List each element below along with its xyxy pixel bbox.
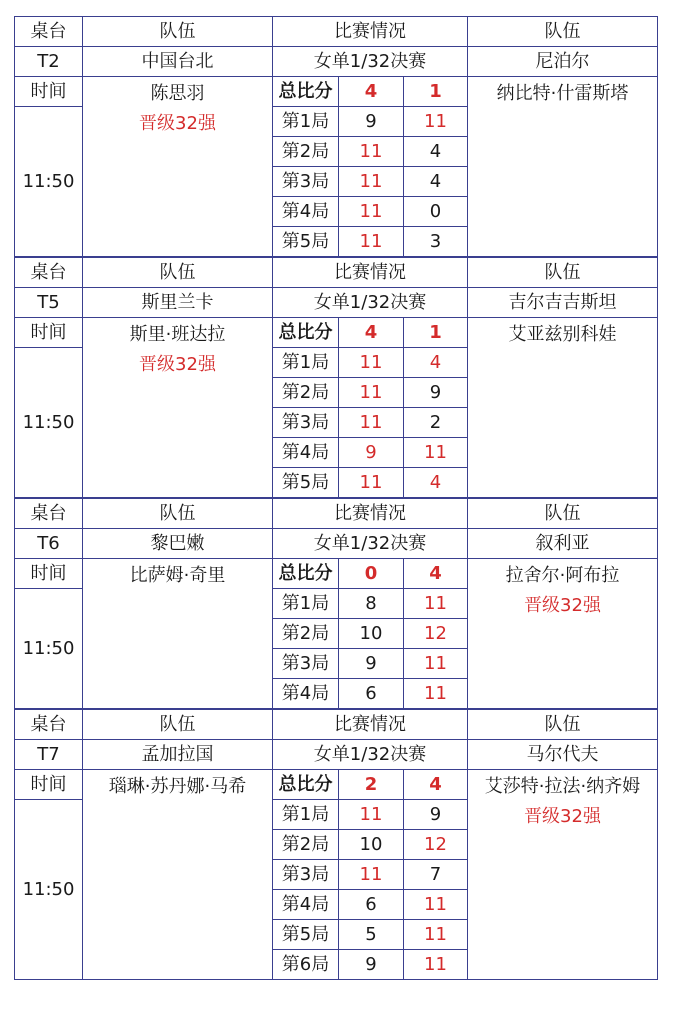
game-score-right: 9 — [404, 800, 468, 830]
game-label: 第5局 — [273, 227, 339, 257]
total-left: 4 — [339, 318, 404, 348]
game-label: 第1局 — [273, 348, 339, 378]
header-team-right: 队伍 — [468, 17, 658, 47]
total-label: 总比分 — [273, 770, 339, 800]
total-row — [15, 77, 658, 107]
total-right: 4 — [404, 770, 468, 800]
header-team-left: 队伍 — [83, 258, 273, 288]
results-sheet — [14, 16, 657, 980]
game-label: 第4局 — [273, 679, 339, 709]
game-score-right: 4 — [404, 468, 468, 498]
game-label: 第1局 — [273, 800, 339, 830]
total-left: 0 — [339, 559, 404, 589]
total-label: 总比分 — [273, 77, 339, 107]
match-time: 11:50 — [15, 589, 83, 709]
game-score-right: 9 — [404, 378, 468, 408]
game-score-left: 6 — [339, 890, 404, 920]
match-time: 11:50 — [15, 800, 83, 980]
player-right-name: 艾莎特·拉法·纳齐姆 — [484, 776, 641, 797]
header-row — [15, 17, 658, 47]
game-score-left: 11 — [339, 348, 404, 378]
game-score-right: 4 — [404, 137, 468, 167]
player-left-cell — [83, 770, 273, 980]
player-right-cell — [468, 77, 658, 257]
team-row — [15, 47, 658, 77]
game-score-left: 9 — [339, 438, 404, 468]
total-label: 总比分 — [273, 559, 339, 589]
header-table: 桌台 — [15, 258, 83, 288]
team-row — [15, 288, 658, 318]
game-score-right: 11 — [404, 920, 468, 950]
total-right: 4 — [404, 559, 468, 589]
event-name: 女单1/32决赛 — [273, 47, 468, 77]
header-table: 桌台 — [15, 17, 83, 47]
total-row — [15, 318, 658, 348]
game-score-left: 11 — [339, 468, 404, 498]
team-row — [15, 529, 658, 559]
total-left: 4 — [339, 77, 404, 107]
game-score-right: 11 — [404, 679, 468, 709]
game-score-left: 9 — [339, 649, 404, 679]
team-left: 斯里兰卡 — [83, 288, 273, 318]
team-right: 吉尔吉吉斯坦 — [468, 288, 658, 318]
table-number: T6 — [15, 529, 83, 559]
player-left-cell — [83, 318, 273, 498]
game-score-right: 2 — [404, 408, 468, 438]
game-label: 第4局 — [273, 890, 339, 920]
header-match: 比赛情况 — [273, 17, 468, 47]
game-score-left: 11 — [339, 800, 404, 830]
player-right-name: 纳比特·什雷斯塔 — [496, 83, 629, 104]
time-label: 时间 — [15, 770, 83, 800]
header-match: 比赛情况 — [273, 258, 468, 288]
total-row — [15, 770, 658, 800]
table-number: T2 — [15, 47, 83, 77]
team-right: 马尔代夫 — [468, 740, 658, 770]
game-score-left: 11 — [339, 227, 404, 257]
advance-badge: 晋级32强 — [139, 113, 216, 134]
team-row — [15, 740, 658, 770]
game-score-left: 10 — [339, 619, 404, 649]
match-table — [14, 16, 658, 257]
event-name: 女单1/32决赛 — [273, 288, 468, 318]
player-right-cell — [468, 318, 658, 498]
game-score-right: 12 — [404, 830, 468, 860]
header-team-left: 队伍 — [83, 499, 273, 529]
game-score-left: 11 — [339, 408, 404, 438]
header-team-right: 队伍 — [468, 499, 658, 529]
game-score-right: 11 — [404, 589, 468, 619]
game-score-right: 7 — [404, 860, 468, 890]
game-label: 第4局 — [273, 438, 339, 468]
game-score-left: 11 — [339, 378, 404, 408]
game-label: 第1局 — [273, 589, 339, 619]
player-left-name: 陈思羽 — [150, 83, 205, 104]
game-score-left: 9 — [339, 107, 404, 137]
header-team-left: 队伍 — [83, 17, 273, 47]
game-label: 第5局 — [273, 920, 339, 950]
advance-badge: 晋级32强 — [139, 354, 216, 375]
event-name: 女单1/32决赛 — [273, 740, 468, 770]
game-score-right: 12 — [404, 619, 468, 649]
header-team-right: 队伍 — [468, 710, 658, 740]
game-score-right: 3 — [404, 227, 468, 257]
match-table — [14, 498, 658, 709]
total-row — [15, 559, 658, 589]
advance-badge: 晋级32强 — [524, 595, 601, 616]
team-left: 黎巴嫩 — [83, 529, 273, 559]
game-score-right: 4 — [404, 348, 468, 378]
game-label: 第2局 — [273, 137, 339, 167]
player-left-cell — [83, 559, 273, 709]
time-label: 时间 — [15, 77, 83, 107]
game-score-left: 11 — [339, 197, 404, 227]
player-right-cell — [468, 559, 658, 709]
game-label: 第2局 — [273, 619, 339, 649]
game-label: 第2局 — [273, 830, 339, 860]
match-table — [14, 709, 658, 980]
game-score-right: 11 — [404, 890, 468, 920]
game-label: 第2局 — [273, 378, 339, 408]
header-row — [15, 710, 658, 740]
game-label: 第3局 — [273, 408, 339, 438]
game-label: 第4局 — [273, 197, 339, 227]
match-time: 11:50 — [15, 107, 83, 257]
player-left-name: 比萨姆·奇里 — [129, 565, 226, 586]
player-right-name: 拉舍尔·阿布拉 — [505, 565, 620, 586]
player-left-name: 斯里·班达拉 — [129, 324, 226, 345]
advance-badge: 晋级32强 — [524, 806, 601, 827]
event-name: 女单1/32决赛 — [273, 529, 468, 559]
game-score-right: 11 — [404, 950, 468, 980]
game-score-left: 11 — [339, 167, 404, 197]
game-score-left: 6 — [339, 679, 404, 709]
game-label: 第5局 — [273, 468, 339, 498]
player-left-name: 瑙琳·苏丹娜·马希 — [108, 776, 247, 797]
game-label: 第3局 — [273, 167, 339, 197]
header-table: 桌台 — [15, 499, 83, 529]
time-label: 时间 — [15, 318, 83, 348]
total-left: 2 — [339, 770, 404, 800]
header-row — [15, 258, 658, 288]
header-row — [15, 499, 658, 529]
header-match: 比赛情况 — [273, 710, 468, 740]
match-time: 11:50 — [15, 348, 83, 498]
game-score-right: 4 — [404, 167, 468, 197]
game-label: 第3局 — [273, 860, 339, 890]
match-table — [14, 257, 658, 498]
game-score-left: 8 — [339, 589, 404, 619]
total-right: 1 — [404, 77, 468, 107]
game-score-left: 11 — [339, 860, 404, 890]
table-number: T5 — [15, 288, 83, 318]
game-score-right: 11 — [404, 107, 468, 137]
game-score-right: 11 — [404, 438, 468, 468]
header-table: 桌台 — [15, 710, 83, 740]
player-right-cell — [468, 770, 658, 980]
time-label: 时间 — [15, 559, 83, 589]
total-label: 总比分 — [273, 318, 339, 348]
game-score-left: 9 — [339, 950, 404, 980]
header-team-right: 队伍 — [468, 258, 658, 288]
team-left: 中国台北 — [83, 47, 273, 77]
game-label: 第1局 — [273, 107, 339, 137]
team-left: 孟加拉国 — [83, 740, 273, 770]
player-left-cell — [83, 77, 273, 257]
table-number: T7 — [15, 740, 83, 770]
game-score-left: 5 — [339, 920, 404, 950]
total-right: 1 — [404, 318, 468, 348]
game-score-right: 11 — [404, 649, 468, 679]
player-right-name: 艾亚兹别科娃 — [508, 324, 617, 345]
game-score-left: 10 — [339, 830, 404, 860]
game-score-right: 0 — [404, 197, 468, 227]
header-match: 比赛情况 — [273, 499, 468, 529]
team-right: 叙利亚 — [468, 529, 658, 559]
team-right: 尼泊尔 — [468, 47, 658, 77]
game-label: 第6局 — [273, 950, 339, 980]
game-label: 第3局 — [273, 649, 339, 679]
game-score-left: 11 — [339, 137, 404, 167]
header-team-left: 队伍 — [83, 710, 273, 740]
